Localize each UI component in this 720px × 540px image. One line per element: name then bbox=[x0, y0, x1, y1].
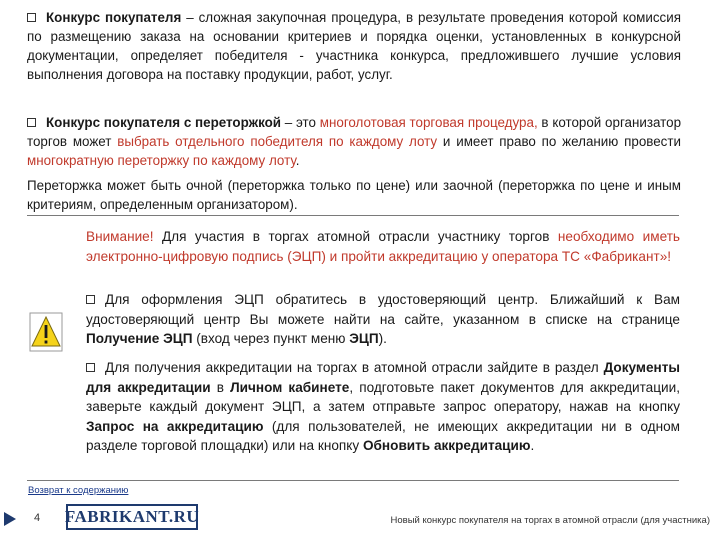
definition-contest-buyer bbox=[27, 8, 681, 84]
warning-notice: Внимание! Для участия в торгах атомной отрасли участнику торгов необходимо иметь электронно-цифровую подпись (ЭЦП) и пройти аккредитацию у оператора ТС «Фабрикант»! bbox=[86, 229, 681, 264]
definition-text: – сложная закупочная процедура, в результате проведения которой комиссия по размещению заказа на основании критериев и порядка оценки, установленных в конкурсной документации, определяет победителя - участника конкурса, предложившего лучшие условия выполнения договора на поставку продукции, работ, услуг. bbox=[27, 10, 681, 82]
play-arrow-icon[interactable] bbox=[4, 512, 16, 526]
rebid-explanation: Переторжка может быть очной (переторжка только по цене) или заочной (переторжка по цене и иным критериям, определенным организатором). bbox=[27, 178, 681, 212]
checkbox-bullet-icon bbox=[86, 363, 95, 372]
term-contest-rebid: Конкурс покупателя с переторжкой bbox=[46, 115, 282, 130]
page-number: 4 bbox=[34, 512, 41, 524]
checkbox-bullet-icon bbox=[27, 118, 36, 127]
definition-contest-rebid: Конкурс покупателя с переторжкой – это многолотовая торговая процедура, в которой организатор торгов может выбрать отдельного победителя по каждому лоту и имеет право по желанию провести многократную переторжку по каждому лоту. bbox=[27, 115, 682, 168]
checkbox-bullet-icon bbox=[86, 295, 95, 304]
highlight-text: многократную переторжку по каждому лоту bbox=[27, 153, 296, 168]
divider bbox=[27, 480, 679, 481]
back-to-contents-link[interactable]: Возврат к содержанию bbox=[28, 485, 129, 496]
accreditation-instructions: Для получения аккредитации на торгах в атомной отрасли зайдите в раздел Документы для аккредитации в Личном кабинете, подготовьте пакет документов для аккредитации, заверьте каждый документ ЭЦП, а затем отправьте запрос оператору, нажав на кнопку Запрос на аккредитацию (для пользователей, не имеющих аккредитации ни в одном разделе торговой площадки) или на кнопку Обновить аккредитацию. bbox=[86, 360, 680, 453]
warning-icon bbox=[29, 312, 63, 352]
highlight-text: выбрать отдельного победителя по каждому лоту bbox=[117, 134, 438, 149]
highlight-text: многолотовая торговая процедура, bbox=[319, 115, 538, 130]
checkbox-bullet-icon bbox=[27, 13, 36, 22]
footer-title: Новый конкурс покупателя на торгах в атомной отрасли (для участника) bbox=[390, 515, 710, 526]
term-contest-buyer: Конкурс покупателя bbox=[46, 10, 182, 25]
fabrikant-logo: FABRIKANT.RU bbox=[66, 504, 198, 530]
ecp-instructions: Для оформления ЭЦП обратитесь в удостоверяющий центр. Ближайший к Вам удостоверяющий центр Вы можете найти на сайте, указанном в списке на странице Получение ЭЦП (вход через пункт меню ЭЦП). bbox=[86, 292, 680, 346]
divider bbox=[27, 215, 679, 216]
